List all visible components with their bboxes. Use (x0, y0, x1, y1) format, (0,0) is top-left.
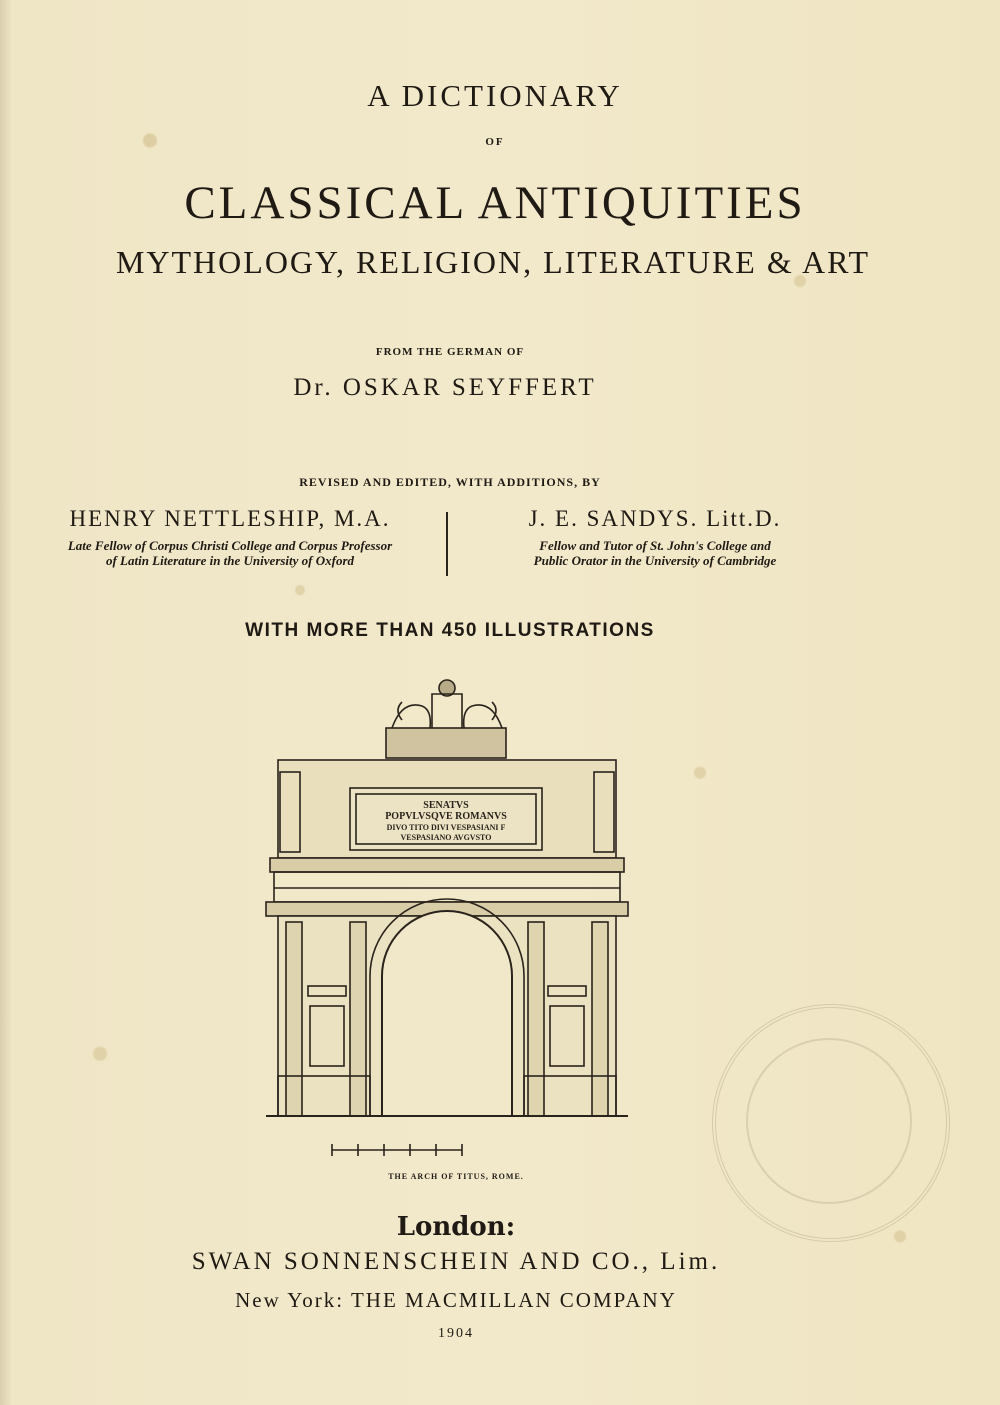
editor-sandys (470, 506, 840, 568)
imprint-publisher: SWAN SONNENSCHEIN AND CO., Lim. (191, 1248, 721, 1275)
inscription-line: POPVLVSQVE ROMANVS (385, 811, 507, 822)
subtitle: MYTHOLOGY, RELIGION, LITERATURE & ART (115, 244, 871, 280)
title-of: OF (485, 136, 505, 148)
author-name: Dr. OSKAR SEYFFERT (293, 374, 597, 401)
imprint-newyork: New York: THE MACMILLAN COMPANY (235, 1288, 677, 1312)
from-german-line: FROM THE GERMAN OF (375, 346, 525, 358)
arch-of-titus-illustration (262, 676, 632, 1166)
editor-nettleship (20, 506, 440, 568)
editor-affiliation: Late Fellow of Corpus Christi College and Corpus Professor (67, 538, 393, 553)
inscription-line: VESPASIANO AVGVSTO (400, 833, 492, 842)
inscription-line: SENATVS (423, 800, 469, 811)
main-title: CLASSICAL ANTIQUITIES (184, 177, 806, 229)
editor-affiliation: of Latin Literature in the University of Oxford (105, 553, 355, 568)
imprint-city: London: (396, 1212, 516, 1242)
library-stamp (712, 1004, 950, 1242)
editor-affiliation: Fellow and Tutor of St. John's College and (539, 538, 771, 553)
title-line1: A DICTIONARY (367, 78, 623, 113)
editor-name: HENRY NETTLESHIP, M.A. (69, 506, 391, 531)
inscription-line: DIVO TITO DIVI VESPASIANI F (386, 823, 506, 832)
revised-by-line: REVISED AND EDITED, WITH ADDITIONS, BY (299, 475, 601, 489)
figure-caption: THE ARCH OF TITUS, ROME. (388, 1172, 524, 1181)
editor-divider (446, 512, 448, 576)
editor-name: J. E. SANDYS. Litt.D. (528, 506, 782, 531)
illustrations-note: WITH MORE THAN 450 ILLUSTRATIONS (245, 620, 655, 641)
imprint-year: 1904 (438, 1326, 474, 1341)
quadriga-sculpture (386, 680, 506, 758)
editor-affiliation: Public Orator in the University of Cambridge (533, 553, 777, 568)
